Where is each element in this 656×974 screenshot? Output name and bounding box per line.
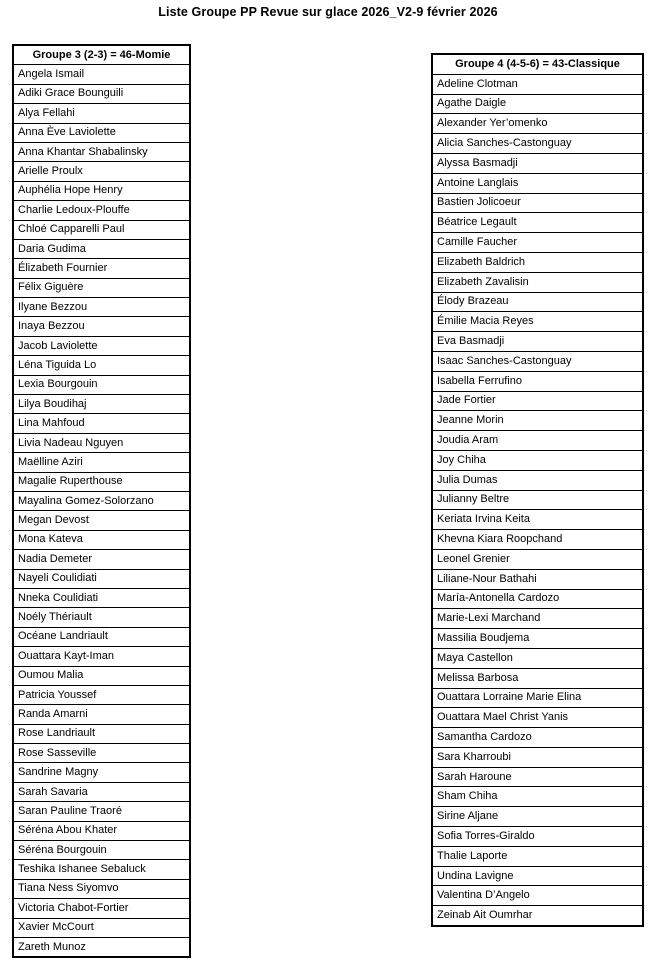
student-name: Félix Giguère — [13, 278, 190, 297]
student-name: Valentina D’Angelo — [432, 886, 643, 906]
table-row — [13, 433, 190, 452]
table-row — [432, 530, 643, 550]
table-row — [13, 899, 190, 918]
student-name: Oumou Malia — [13, 666, 190, 685]
student-name: Agathe Daigle — [432, 94, 643, 114]
table-row — [432, 807, 643, 827]
table-row — [13, 608, 190, 627]
student-name: Émilie Macia Reyes — [432, 312, 643, 332]
table-row — [432, 708, 643, 728]
table-row — [13, 123, 190, 142]
student-name: Nadia Demeter — [13, 550, 190, 569]
student-name: Julia Dumas — [432, 470, 643, 490]
student-name: Élizabeth Fournier — [13, 259, 190, 278]
student-name: Melissa Barbosa — [432, 668, 643, 688]
student-name: Keriata Irvina Keita — [432, 510, 643, 530]
student-name: Massilia Boudjema — [432, 629, 643, 649]
student-name: Angela Ismail — [13, 65, 190, 84]
table-row — [13, 239, 190, 258]
student-name: Rose Sasseville — [13, 744, 190, 763]
student-name: Sofia Torres-Giraldo — [432, 827, 643, 847]
student-name: Joy Chiha — [432, 450, 643, 470]
table-row — [432, 411, 643, 431]
page-title: Liste Groupe PP Revue sur glace 2026_V2-9 février 2026 — [158, 5, 498, 19]
student-name: Sandrine Magny — [13, 763, 190, 782]
student-name: Joudia Aram — [432, 431, 643, 451]
table-row — [432, 648, 643, 668]
table-row — [432, 846, 643, 866]
table-row — [432, 609, 643, 629]
student-name: Alexander Yer’omenko — [432, 114, 643, 134]
student-name: Randa Amarni — [13, 705, 190, 724]
student-name: Camille Faucher — [432, 233, 643, 253]
student-name: Océane Landriault — [13, 627, 190, 646]
table-row — [13, 841, 190, 860]
student-name: Ouattara Kayt-Iman — [13, 647, 190, 666]
student-name: Undina Lavigne — [432, 866, 643, 886]
table-row — [432, 312, 643, 332]
student-name: Élody Brazeau — [432, 292, 643, 312]
student-name: Liliane-Nour Bathahi — [432, 569, 643, 589]
table-row — [13, 375, 190, 394]
student-name: Jacob Laviolette — [13, 336, 190, 355]
student-name: Auphélia Hope Henry — [13, 181, 190, 200]
student-name: Charlie Ledoux-Plouffe — [13, 201, 190, 220]
student-name: Tiana Ness Siyomvo — [13, 879, 190, 898]
student-name: Lina Mahfoud — [13, 414, 190, 433]
table-row — [432, 629, 643, 649]
student-name: Inaya Bezzou — [13, 317, 190, 336]
group3-header-row — [13, 45, 190, 65]
table-row — [13, 724, 190, 743]
table-row — [13, 879, 190, 898]
table-row — [432, 233, 643, 253]
table-row — [13, 104, 190, 123]
table-row — [432, 391, 643, 411]
student-name: Jeanne Morin — [432, 411, 643, 431]
table-row — [432, 173, 643, 193]
table-row — [13, 162, 190, 181]
table-row — [13, 317, 190, 336]
table-row — [13, 530, 190, 549]
student-name: Daria Gudima — [13, 239, 190, 258]
student-name: Victoria Chabot-Fortier — [13, 899, 190, 918]
student-name: Ilyane Bezzou — [13, 298, 190, 317]
table-row — [13, 569, 190, 588]
table-row — [13, 84, 190, 103]
table-row — [13, 647, 190, 666]
student-name: Rose Landriault — [13, 724, 190, 743]
student-name: Megan Devost — [13, 511, 190, 530]
table-row — [13, 627, 190, 646]
table-row — [13, 414, 190, 433]
table-row — [13, 201, 190, 220]
table-row — [432, 589, 643, 609]
student-name: Sarah Savaria — [13, 782, 190, 801]
table-row — [432, 74, 643, 94]
table-row — [13, 705, 190, 724]
student-name: Anna Ève Laviolette — [13, 123, 190, 142]
student-name: Xavier McCourt — [13, 918, 190, 937]
table-row — [13, 220, 190, 239]
table-row — [432, 332, 643, 352]
table-row — [432, 431, 643, 451]
table-row — [13, 181, 190, 200]
table-row — [13, 860, 190, 879]
table-row — [432, 510, 643, 530]
student-name: Khevna Kiara Roopchand — [432, 530, 643, 550]
table-row — [432, 371, 643, 391]
student-name: Samantha Cardozo — [432, 728, 643, 748]
table-row — [432, 153, 643, 173]
group4-header: Groupe 4 (4-5-6) = 43-Classique — [432, 54, 643, 74]
student-name: Nayeli Coulidiati — [13, 569, 190, 588]
student-name: Léna Tiguida Lo — [13, 356, 190, 375]
table-row — [13, 395, 190, 414]
table-row — [432, 351, 643, 371]
student-name: Julianny Beltre — [432, 490, 643, 510]
table-row — [432, 114, 643, 134]
table-row — [13, 491, 190, 510]
table-row — [13, 511, 190, 530]
student-name: Jade Fortier — [432, 391, 643, 411]
student-name: Sirine Aljane — [432, 807, 643, 827]
table-row — [13, 298, 190, 317]
table-row — [13, 278, 190, 297]
student-name: Eva Basmadji — [432, 332, 643, 352]
table-row — [13, 336, 190, 355]
student-name: Antoine Langlais — [432, 173, 643, 193]
student-name: Séréna Bourgouin — [13, 841, 190, 860]
group-1-body — [432, 74, 643, 926]
table-row — [432, 827, 643, 847]
student-name: Elizabeth Zavalisin — [432, 272, 643, 292]
student-name: Arielle Proulx — [13, 162, 190, 181]
table-row — [432, 549, 643, 569]
student-name: Alyssa Basmadji — [432, 153, 643, 173]
student-name: Leonel Grenier — [432, 549, 643, 569]
student-name: Alya Fellahi — [13, 104, 190, 123]
table-row — [432, 94, 643, 114]
table-row — [432, 213, 643, 233]
student-name: Zeinab Ait Oumrhar — [432, 906, 643, 926]
table-row — [432, 767, 643, 787]
table-row — [13, 588, 190, 607]
table-row — [432, 668, 643, 688]
student-name: Maëlline Aziri — [13, 453, 190, 472]
student-name: Patricia Youssef — [13, 685, 190, 704]
student-name: Sham Chiha — [432, 787, 643, 807]
student-name: Thalie Laporte — [432, 846, 643, 866]
table-row — [432, 134, 643, 154]
group3-header: Groupe 3 (2-3) = 46-Momie — [13, 45, 190, 65]
student-name: Adeline Clotman — [432, 74, 643, 94]
table-row — [13, 666, 190, 685]
student-name: Lilya Boudihaj — [13, 395, 190, 414]
table-row — [432, 569, 643, 589]
table-row — [432, 728, 643, 748]
student-name: Zareth Munoz — [13, 937, 190, 957]
table-row — [432, 906, 643, 926]
table-row — [13, 821, 190, 840]
student-name: Alicia Sanches-Castonguay — [432, 134, 643, 154]
student-name: Sara Kharroubi — [432, 747, 643, 767]
table-row — [432, 193, 643, 213]
table-row — [13, 453, 190, 472]
table-row — [13, 550, 190, 569]
table-row — [432, 787, 643, 807]
student-name: Lexia Bourgouin — [13, 375, 190, 394]
table-row — [432, 252, 643, 272]
student-name: Chloé Capparelli Paul — [13, 220, 190, 239]
student-name: Noély Thériault — [13, 608, 190, 627]
table-row — [13, 259, 190, 278]
table-row — [432, 470, 643, 490]
table-row — [13, 918, 190, 937]
student-name: Marie-Lexi Marchand — [432, 609, 643, 629]
student-name: Isabella Ferrufino — [432, 371, 643, 391]
student-name: Anna Khantar Shabalinsky — [13, 142, 190, 161]
table-row — [13, 472, 190, 491]
group4-header-row — [432, 54, 643, 74]
student-name: Mona Kateva — [13, 530, 190, 549]
group4-table — [431, 53, 644, 927]
student-name: Bastien Jolicoeur — [432, 193, 643, 213]
student-name: María-Antonella Cardozo — [432, 589, 643, 609]
table-row — [13, 937, 190, 957]
student-name: Maya Castellon — [432, 648, 643, 668]
student-name: Teshika Ishanee Sebaluck — [13, 860, 190, 879]
student-name: Béatrice Legault — [432, 213, 643, 233]
table-row — [432, 688, 643, 708]
student-name: Ouattara Mael Christ Yanis — [432, 708, 643, 728]
group-0-body — [13, 65, 190, 957]
table-row — [13, 763, 190, 782]
student-name: Nneka Coulidiati — [13, 588, 190, 607]
table-row — [13, 685, 190, 704]
table-row — [432, 747, 643, 767]
table-row — [432, 292, 643, 312]
table-row — [13, 356, 190, 375]
table-row — [432, 866, 643, 886]
table-row — [432, 450, 643, 470]
table-row — [432, 272, 643, 292]
student-name: Séréna Abou Khater — [13, 821, 190, 840]
student-name: Adiki Grace Bounguili — [13, 84, 190, 103]
table-row — [13, 142, 190, 161]
student-name: Mayalina Gomez-Solorzano — [13, 491, 190, 510]
student-name: Ouattara Lorraine Marie Elina — [432, 688, 643, 708]
student-name: Livia Nadeau Nguyen — [13, 433, 190, 452]
group3-table — [12, 44, 191, 958]
student-name: Magalie Ruperthouse — [13, 472, 190, 491]
table-row — [432, 886, 643, 906]
table-row — [13, 782, 190, 801]
student-name: Saran Pauline Traoré — [13, 802, 190, 821]
table-row — [432, 490, 643, 510]
student-name: Elizabeth Baldrich — [432, 252, 643, 272]
table-row — [13, 744, 190, 763]
student-name: Sarah Haroune — [432, 767, 643, 787]
table-row — [13, 802, 190, 821]
student-name: Isaac Sanches-Castonguay — [432, 351, 643, 371]
table-row — [13, 65, 190, 84]
